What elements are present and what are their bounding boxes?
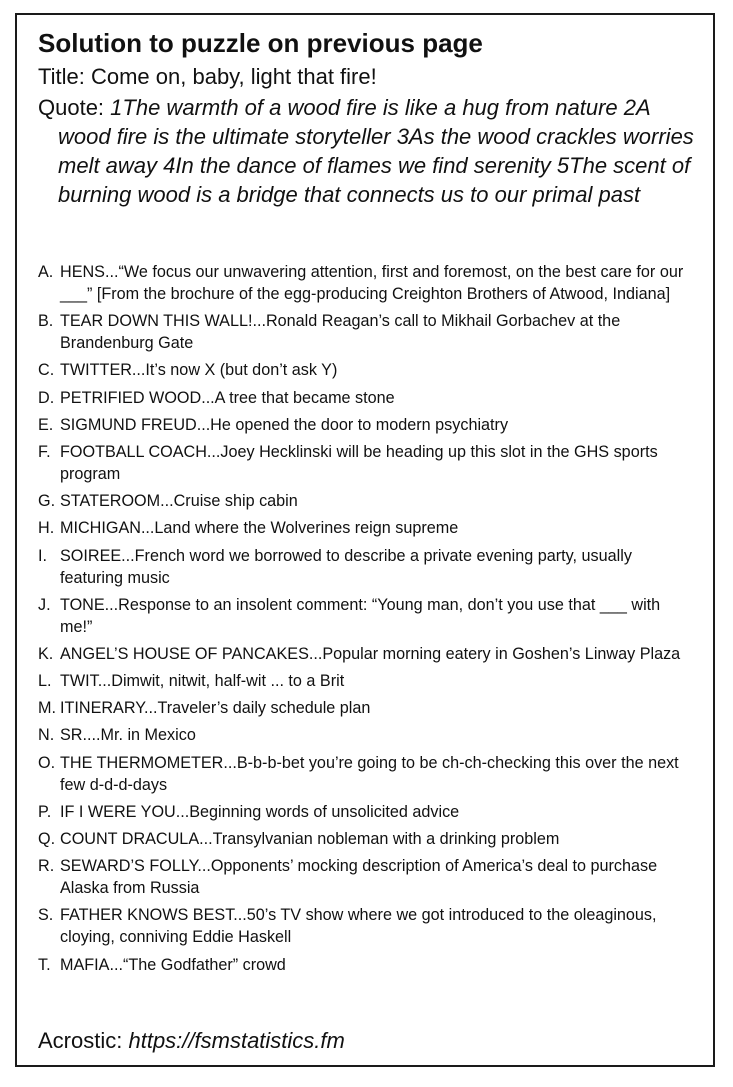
clue-letter: K. [38, 644, 54, 663]
clue-item [38, 414, 690, 436]
clue-letter: A. [38, 263, 54, 281]
clue-text: ANGEL’S HOUSE OF PANCAKES...Popular morning eatery in Goshen’s Linway Plaza [60, 644, 681, 663]
clue-item [38, 490, 690, 512]
clue-item [38, 517, 690, 539]
acrostic-label: Acrostic: [38, 1028, 123, 1053]
clue-item [38, 752, 690, 796]
clue-letter: C. [38, 361, 55, 380]
clue-text: STATEROOM...Cruise ship cabin [60, 492, 298, 511]
clue-item [38, 545, 690, 589]
clue-item [38, 670, 690, 692]
clue-item [38, 828, 690, 850]
clue-letter: G. [38, 492, 56, 511]
clue-letter: O. [38, 753, 56, 772]
clue-item [38, 954, 690, 976]
clue-letter: E. [38, 415, 54, 434]
clue-text: TWITTER...It’s now X (but don’t ask Y) [60, 361, 338, 380]
clue-text: SOIREE...French word we borrowed to describe a private evening party, usually featuring music [60, 546, 632, 587]
clue-item [38, 359, 690, 381]
clue-text: SR....Mr. in Mexico [60, 726, 196, 745]
clue-item [38, 801, 690, 823]
clue-text: MAFIA...“The Godfather” crowd [60, 955, 286, 974]
clue-list [38, 261, 690, 981]
clue-letter: D. [38, 388, 55, 407]
clue-item [38, 441, 690, 485]
clue-item [38, 643, 690, 665]
clue-text: SEWARD’S FOLLY...Opponents’ mocking description of America’s deal to purchase Alaska from Russia [60, 857, 658, 898]
clue-letter: T. [38, 955, 51, 974]
clue-letter: M. [38, 699, 56, 718]
clue-letter: H. [38, 519, 55, 538]
puzzle-title-line [38, 63, 377, 91]
clue-text: FATHER KNOWS BEST...50’s TV show where we got introduced to the oleaginous, cloying, conniving Eddie Haskell [60, 906, 657, 947]
quote-block [38, 93, 698, 209]
clue-item [38, 310, 690, 354]
clue-text: TONE...Response to an insolent comment: “Young man, don’t you use that ___ with me!” [60, 595, 661, 636]
clue-letter: J. [38, 595, 51, 614]
clue-letter: F. [38, 442, 51, 461]
title-label: Title: [38, 64, 85, 89]
clue-letter: P. [38, 802, 52, 821]
clue-text: SIGMUND FREUD...He opened the door to modern psychiatry [60, 415, 509, 434]
clue-letter: N. [38, 726, 55, 745]
clue-item [38, 697, 690, 719]
clue-letter: S. [38, 906, 54, 925]
acrostic-text: https://fsmstatistics.fm [128, 1028, 345, 1053]
clue-letter: Q. [38, 830, 56, 848]
clue-letter: B. [38, 312, 54, 331]
quote-label: Quote: [38, 95, 105, 120]
clue-item [38, 855, 690, 899]
title-text: Come on, baby, light that fire! [90, 64, 377, 89]
page-title: Solution to puzzle on previous page [38, 28, 483, 58]
clue-text: HENS...“We focus our unwavering attention, first and foremost, on the best care for our ___” [From the brochure of the egg-producing Creighton Brothers of Atwood, Indiana] [60, 263, 684, 303]
acrostic-line [38, 1027, 345, 1055]
clue-text: MICHIGAN...Land where the Wolverines reign supreme [60, 519, 459, 538]
clue-item [38, 904, 690, 948]
clue-letter: I. [38, 546, 47, 565]
clue-text: ITINERARY...Traveler’s daily schedule plan [60, 699, 371, 718]
clue-item [38, 724, 690, 746]
quote-text: 1The warmth of a wood fire is like a hug from nature 2A wood fire is the ultimate storyteller 3As the wood crackles worries melt away 4In the dance of flames we find serenity 5The scent of burning wood is a bridge that connects us to our primal past [58, 95, 694, 207]
clue-text: FOOTBALL COACH...Joey Hecklinski will be heading up this slot in the GHS sports program [60, 442, 658, 483]
clue-text: COUNT DRACULA...Transylvanian nobleman with a drinking problem [60, 830, 560, 848]
clue-text: PETRIFIED WOOD...A tree that became stone [60, 388, 395, 407]
clue-item [38, 594, 690, 638]
puzzle-solution-box [15, 13, 715, 1067]
clue-text: THE THERMOMETER...B-b-b-bet you’re going to be ch-ch-checking this over the next few d-d-d-days [60, 753, 679, 794]
clue-letter: L. [38, 672, 52, 691]
clue-text: IF I WERE YOU...Beginning words of unsolicited advice [60, 802, 460, 821]
clue-text: TWIT...Dimwit, nitwit, half-wit ... to a Brit [60, 672, 345, 691]
clue-text: TEAR DOWN THIS WALL!...Ronald Reagan’s call to Mikhail Gorbachev at the Brandenburg Gate [60, 312, 621, 353]
clue-letter: R. [38, 857, 55, 876]
clue-item [38, 387, 690, 409]
clue-item [38, 261, 690, 305]
